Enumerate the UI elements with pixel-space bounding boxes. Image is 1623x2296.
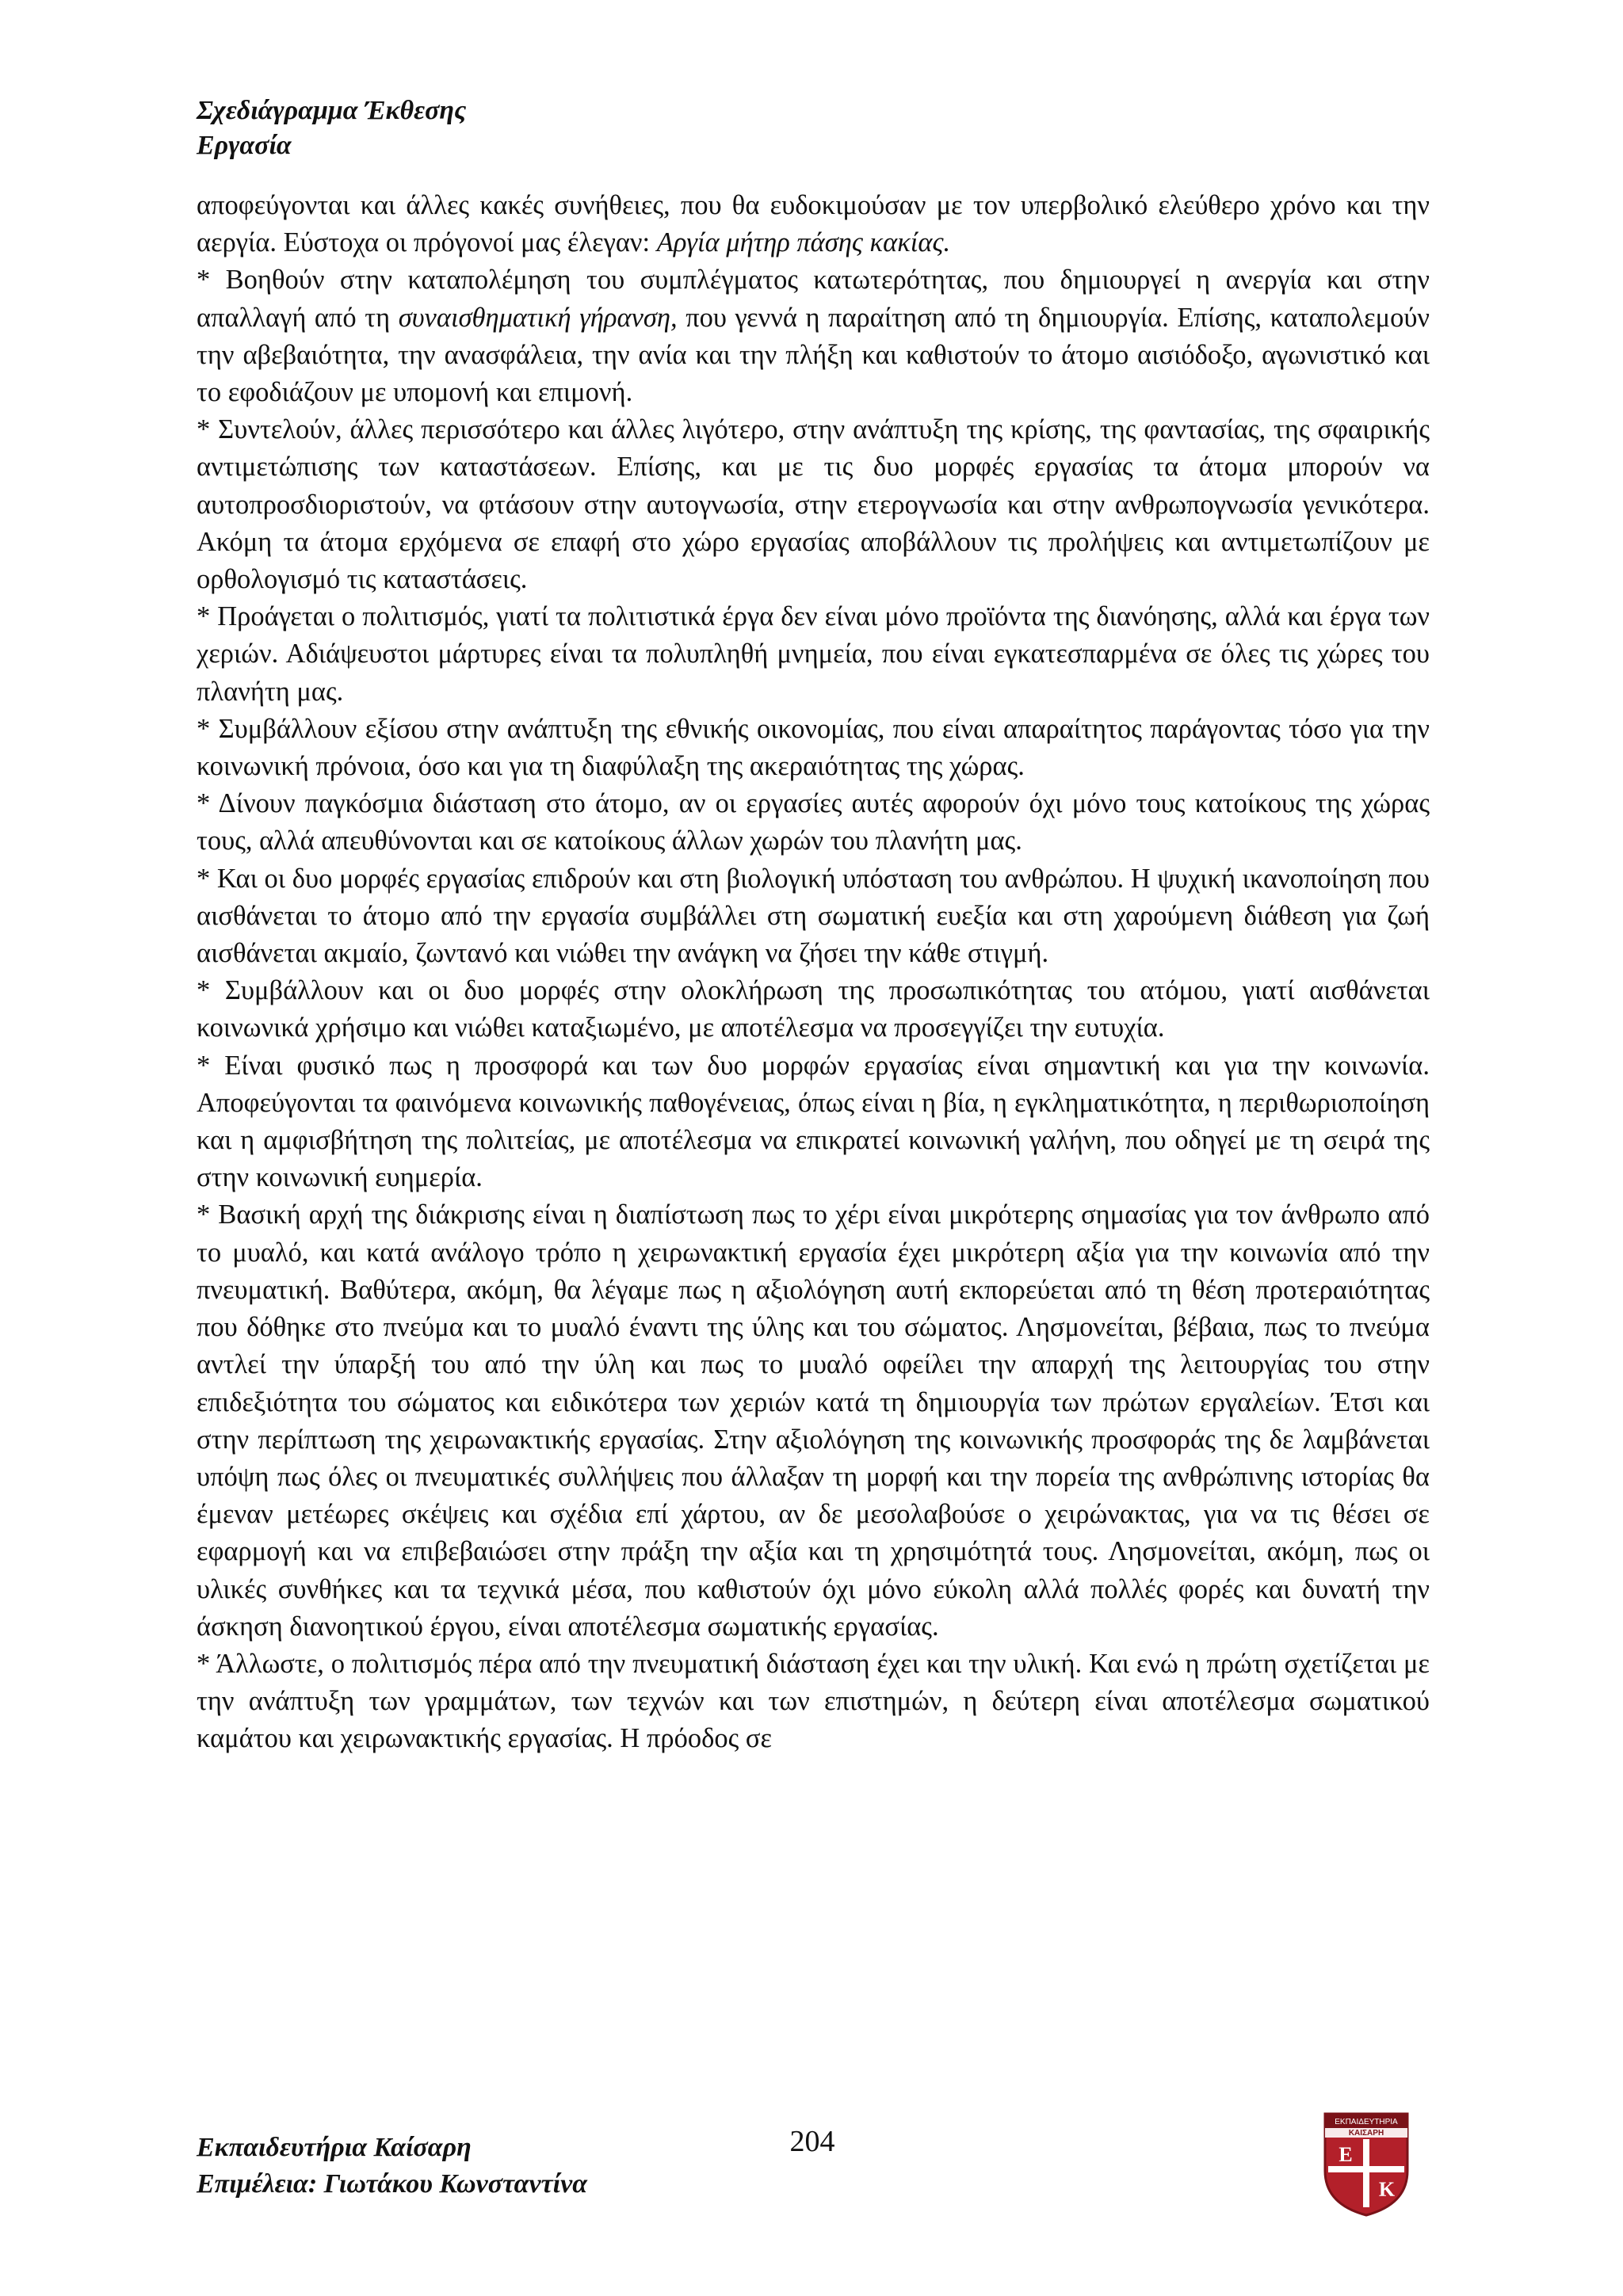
- header-subtitle: Εργασία: [197, 131, 292, 160]
- footer-editor: Επιμέλεια: Γιωτάκου Κωνσταντίνα: [197, 2169, 587, 2199]
- paragraph: * Συντελούν, άλλες περισσότερο και άλλες λιγότερο, στην ανάπτυξη της κρίσης, της φαντασίας, της σφαιρικής αντιμετώπισης των καταστάσεων. Επίσης, και με τις δυο μορφές εργασίας τα άτομα μπορούν να αυτοπροσδιοριστούν, να φτάσουν στην αυτογνωσία, στην ετερογνωσία και στην ανθρωπογνωσία γενικότερα. Ακόμη τα άτομα ερχόμενα σε επαφή στο χώρο εργασίας αποβάλλουν τις προλήψεις και αντιμετωπίζουν με ορθολογισμό τις καταστάσεις.: [197, 414, 1430, 595]
- header-title: Σχεδιάγραμμα Έκθεσης: [197, 96, 467, 125]
- paragraph: [197, 187, 1430, 261]
- paragraph-text: αποφεύγονται και άλλες κακές συνήθειες, που θα ευδοκιμούσαν με τον υπερβολικό ελεύθερο χρόνο και την αεργία. Εύστοχα οι πρόγονοί μας έλεγαν:: [197, 190, 1430, 258]
- logo-bottom-text: ΚΑΙΣΑΡΗ: [1348, 2129, 1384, 2138]
- paragraph: * Και οι δυο μορφές εργασίας επιδρούν και στη βιολογική υπόσταση του ανθρώπου. Η ψυχική ικανοποίηση που αισθάνεται το άτομο από την εργασία συμβάλλει στη σωματική ευεξία και στη χαρούμενη διάθεση για ζωή αισθάνεται ακμαίο, ζωντανό και νιώθει την ανάγκη να ζήσει την κάθε στιγμή.: [197, 863, 1430, 969]
- paragraph-italic-quote: Αργία μήτηρ πάσης κακίας.: [656, 227, 951, 258]
- paragraph-text-after: που γεννά η παραίτηση από τη δημιουργία. Επίσης, καταπολεμούν την αβεβαιότητα, την ανασφάλεια, την ανία και την πλήξη και καθιστούν το άτομο αισιόδοξο, αγωνιστικό και το εφοδιάζουν με υπομονή και επιμονή.: [197, 302, 1430, 408]
- document-header: [197, 93, 466, 163]
- document-footer: [197, 2130, 587, 2203]
- paragraph: * Είναι φυσικό πως η προσφορά και των δυο μορφών εργασίας είναι σημαντική και για την κοινωνία. Αποφεύγονται τα φαινόμενα κοινωνικής παθογένειας, όπως είναι η βία, η εγκληματικότητα, η περιθωριοποίηση και η αμφισβήτηση της πολιτείας, με αποτέλεσμα να επικρατεί κοινωνική γαλήνη, που οδηγεί με τη σειρά της στην κοινωνική ευημερία.: [197, 1050, 1430, 1193]
- paragraph: * Προάγεται ο πολιτισμός, γιατί τα πολιτιστικά έργα δεν είναι μόνο προϊόντα της διανόησης, αλλά και έργα των χεριών. Αδιάψευστοι μάρτυρες είναι τα πολυπληθή μνημεία, που είναι εγκατεσπαρμένα σε όλες τις χώρες του πλανήτη μας.: [197, 601, 1430, 707]
- paragraph: * Δίνουν παγκόσμια διάσταση στο άτομο, αν οι εργασίες αυτές αφορούν όχι μόνο τους κατοίκους της χώρας τους, αλλά απευθύνονται και σε κατοίκους άλλων χωρών του πλανήτη μας.: [197, 788, 1430, 856]
- document-body: [197, 187, 1430, 1758]
- school-crest-icon: [1322, 2107, 1411, 2218]
- paragraph: [197, 261, 1430, 411]
- logo-letter-left: Ε: [1338, 2143, 1353, 2166]
- footer-school-name: Εκπαιδευτήρια Καίσαρη: [197, 2133, 472, 2162]
- paragraph: * Συμβάλλουν εξίσου στην ανάπτυξη της εθνικής οικονομίας, που είναι απαραίτητος παράγοντας τόσο για την κοινωνική πρόνοια, όσο και για τη διαφύλαξη της ακεραιότητας της χώρας.: [197, 713, 1430, 782]
- school-logo: [1322, 2107, 1411, 2218]
- paragraph-text: * Βοηθούν στην καταπολέμηση του συμπλέγματος κατωτερότητας, που δημιουργεί η ανεργία και στην απαλλαγή από τη: [197, 265, 1430, 333]
- paragraph: * Βασική αρχή της διάκρισης είναι η διαπίστωση πως το χέρι είναι μικρότερης σημασίας για τον άνθρωπο από το μυαλό, και κατά ανάλογο τρόπο η χειρωνακτική εργασία έχει μικρότερη αξία για την κοινωνία από την πνευματική. Βαθύτερα, ακόμη, θα λέγαμε πως η αξιολόγηση αυτή εκπορεύεται από τη θέση προτεραιότητας που δόθηκε στο πνεύμα και το μυαλό έναντι της ύλης και του σώματος. Λησμονείται, βέβαια, πως το πνεύμα αντλεί την ύπαρξή του από την ύλη και πως το μυαλό οφείλει την απαρχή της λειτουργίας του στην επιδεξιότητα του σώματος και ειδικότερα των χεριών κατά τη δημιουργία των πρώτων εργαλείων. Έτσι και στην περίπτωση της χειρωνακτικής εργασίας. Στην αξιολόγηση της κοινωνικής προσφοράς της δε λαμβάνεται υπόψη πως όλες οι πνευματικές συλλήψεις που άλλαξαν τη μορφή και την πορεία της ανθρώπινης ιστορίας θα έμεναν μετέωρες σκέψεις και σχέδια επί χάρτου, αν δε μεσολαβούσε ο χειρώνακτας, για να τις θέσει σε εφαρμογή και να επιβεβαιώσει στην πράξη την αξία και τη χρησιμότητά τους. Λησμονείται, ακόμη, πως οι υλικές συνθήκες και τα τεχνικά μέσα, που καθιστούν όχι μόνο εύκολη αλλά πολλές φορές και δυνατή την άσκηση διανοητικού έργου, είναι αποτέλεσμα σωματικής εργασίας.: [197, 1199, 1430, 1642]
- paragraph: * Άλλωστε, ο πολιτισμός πέρα από την πνευματική διάσταση έχει και την υλική. Και ενώ η πρώτη σχετίζεται με την ανάπτυξη των γραμμάτων, των τεχνών και των επιστημών, η δεύτερη είναι αποτέλεσμα σωματικού καμάτου και χειρωνακτικής εργασίας. Η πρόοδος σε: [197, 1648, 1430, 1754]
- paragraph: * Συμβάλλουν και οι δυο μορφές στην ολοκλήρωση της προσωπικότητας του ατόμου, γιατί αισθάνεται κοινωνικά χρήσιμο και νιώθει καταξιωμένο, με αποτέλεσμα να προσεγγίζει την ευτυχία.: [197, 975, 1430, 1043]
- logo-top-text: ΕΚΠΑΙΔΕΥΤΗΡΙΑ: [1335, 2118, 1398, 2126]
- paragraph-italic-phrase: συναισθηματική γήρανση,: [398, 302, 678, 333]
- page-number: 204: [789, 2125, 835, 2158]
- logo-letter-right: Κ: [1378, 2178, 1396, 2201]
